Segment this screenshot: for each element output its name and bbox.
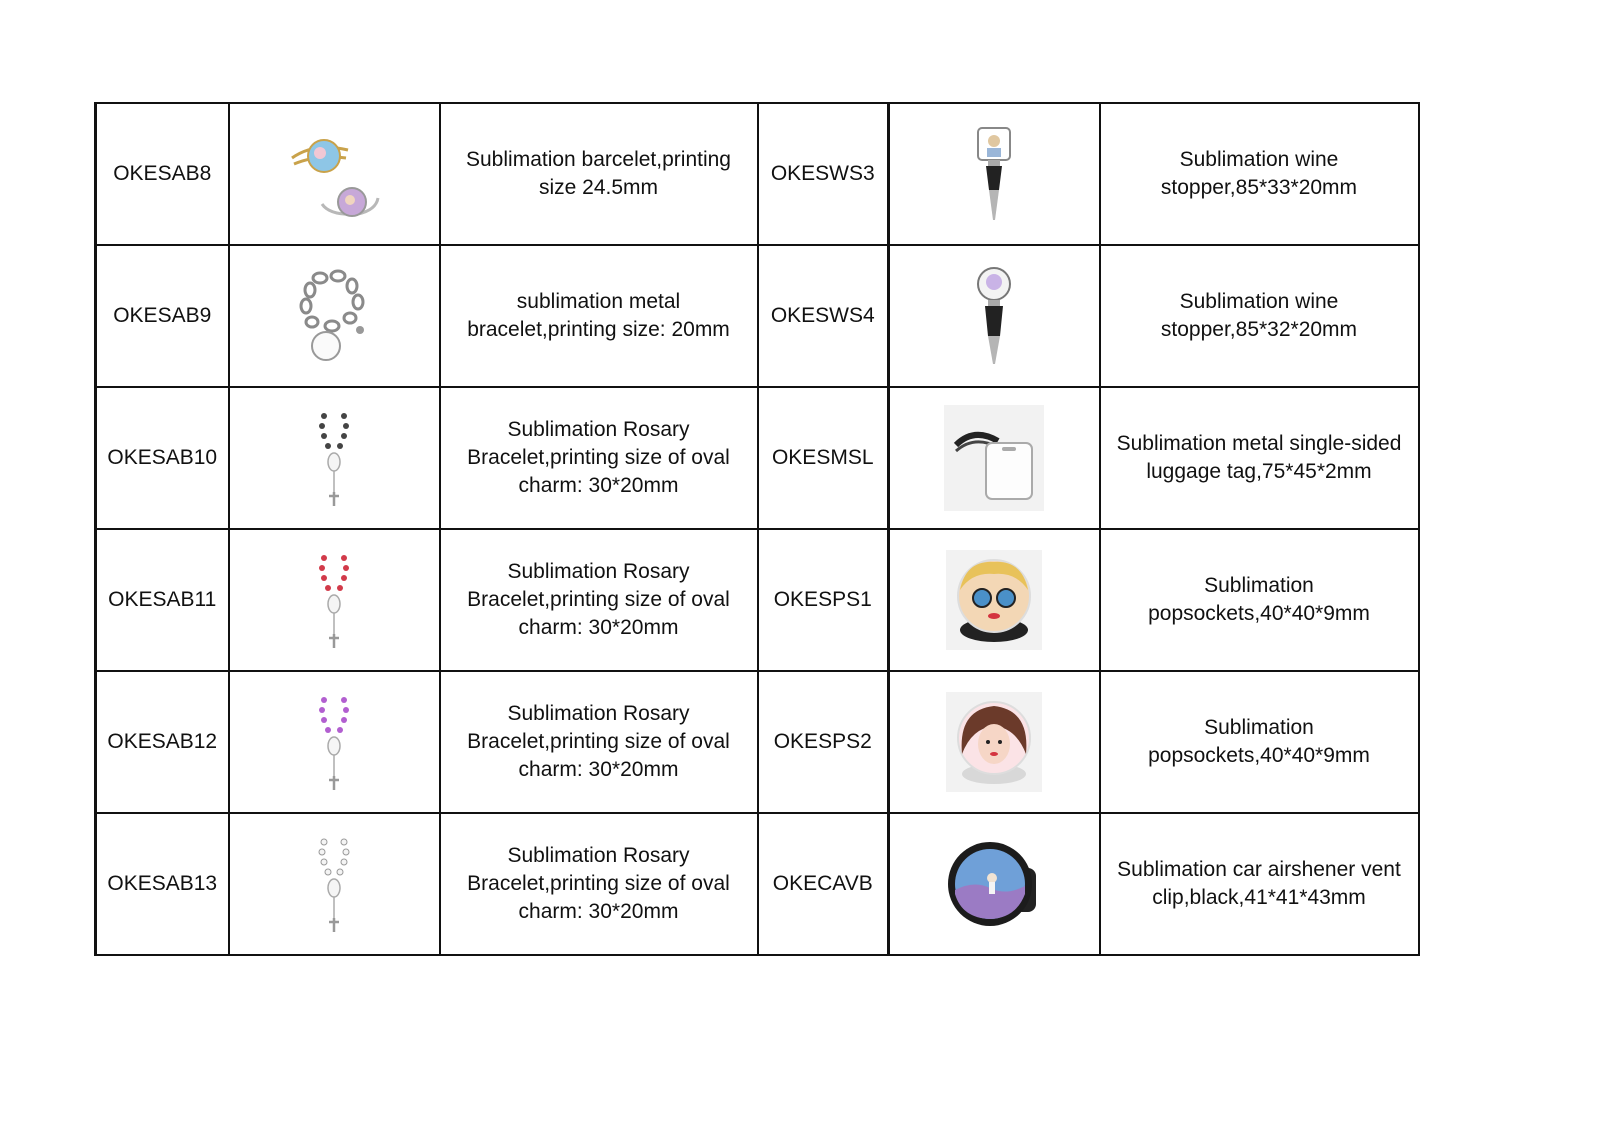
rosary-bracelet-purple-icon bbox=[314, 692, 354, 792]
product-code: OKESAB11 bbox=[96, 529, 229, 671]
photo-bangle-icon bbox=[284, 124, 384, 224]
product-image bbox=[229, 387, 440, 529]
product-description: Sublimation Rosary Bracelet,printing size of oval charm: 30*20mm bbox=[440, 387, 758, 529]
product-code: OKESAB10 bbox=[96, 387, 229, 529]
product-image bbox=[229, 103, 440, 245]
table-row bbox=[96, 671, 1419, 813]
product-description: Sublimation wine stopper,85*32*20mm bbox=[1100, 245, 1419, 387]
product-image bbox=[889, 103, 1100, 245]
product-code: OKESPS2 bbox=[758, 671, 889, 813]
table-row bbox=[96, 103, 1419, 245]
car-vent-clip-icon bbox=[944, 834, 1044, 934]
square-wine-stopper-icon bbox=[959, 126, 1029, 222]
table-row bbox=[96, 529, 1419, 671]
product-table bbox=[94, 102, 1420, 956]
product-image bbox=[229, 671, 440, 813]
product-image bbox=[889, 671, 1100, 813]
product-image bbox=[889, 529, 1100, 671]
product-code: OKESWS3 bbox=[758, 103, 889, 245]
product-description: Sublimation popsockets,40*40*9mm bbox=[1100, 671, 1419, 813]
product-code: OKESPS1 bbox=[758, 529, 889, 671]
table-row bbox=[96, 245, 1419, 387]
round-wine-stopper-icon bbox=[964, 266, 1024, 366]
product-image bbox=[229, 813, 440, 955]
product-code: OKECAVB bbox=[758, 813, 889, 955]
product-description: Sublimation Rosary Bracelet,printing size of oval charm: 30*20mm bbox=[440, 529, 758, 671]
product-description: Sublimation Rosary Bracelet,printing size of oval charm: 30*20mm bbox=[440, 813, 758, 955]
product-code: OKESAB12 bbox=[96, 671, 229, 813]
popsocket-sunglasses-icon bbox=[946, 550, 1042, 650]
product-code: OKESMSL bbox=[758, 387, 889, 529]
product-image bbox=[889, 245, 1100, 387]
popsocket-portrait-icon bbox=[946, 692, 1042, 792]
product-description: Sublimation wine stopper,85*33*20mm bbox=[1100, 103, 1419, 245]
product-image bbox=[229, 245, 440, 387]
product-image bbox=[229, 529, 440, 671]
product-description: Sublimation Rosary Bracelet,printing size of oval charm: 30*20mm bbox=[440, 671, 758, 813]
product-description: Sublimation barcelet,printing size 24.5mm bbox=[440, 103, 758, 245]
luggage-tag-icon bbox=[944, 405, 1044, 511]
rosary-bracelet-white-icon bbox=[314, 834, 354, 934]
product-code: OKESAB13 bbox=[96, 813, 229, 955]
product-description: Sublimation popsockets,40*40*9mm bbox=[1100, 529, 1419, 671]
product-description: Sublimation metal single-sided luggage tag,75*45*2mm bbox=[1100, 387, 1419, 529]
product-description: sublimation metal bracelet,printing size: 20mm bbox=[440, 245, 758, 387]
chain-bracelet-icon bbox=[294, 268, 374, 364]
table-row bbox=[96, 813, 1419, 955]
product-description: Sublimation car airshener vent clip,black,41*41*43mm bbox=[1100, 813, 1419, 955]
product-image bbox=[889, 387, 1100, 529]
product-code: OKESAB9 bbox=[96, 245, 229, 387]
rosary-bracelet-red-icon bbox=[314, 550, 354, 650]
rosary-bracelet-black-icon bbox=[314, 408, 354, 508]
table-row bbox=[96, 387, 1419, 529]
product-image bbox=[889, 813, 1100, 955]
product-code: OKESWS4 bbox=[758, 245, 889, 387]
product-code: OKESAB8 bbox=[96, 103, 229, 245]
